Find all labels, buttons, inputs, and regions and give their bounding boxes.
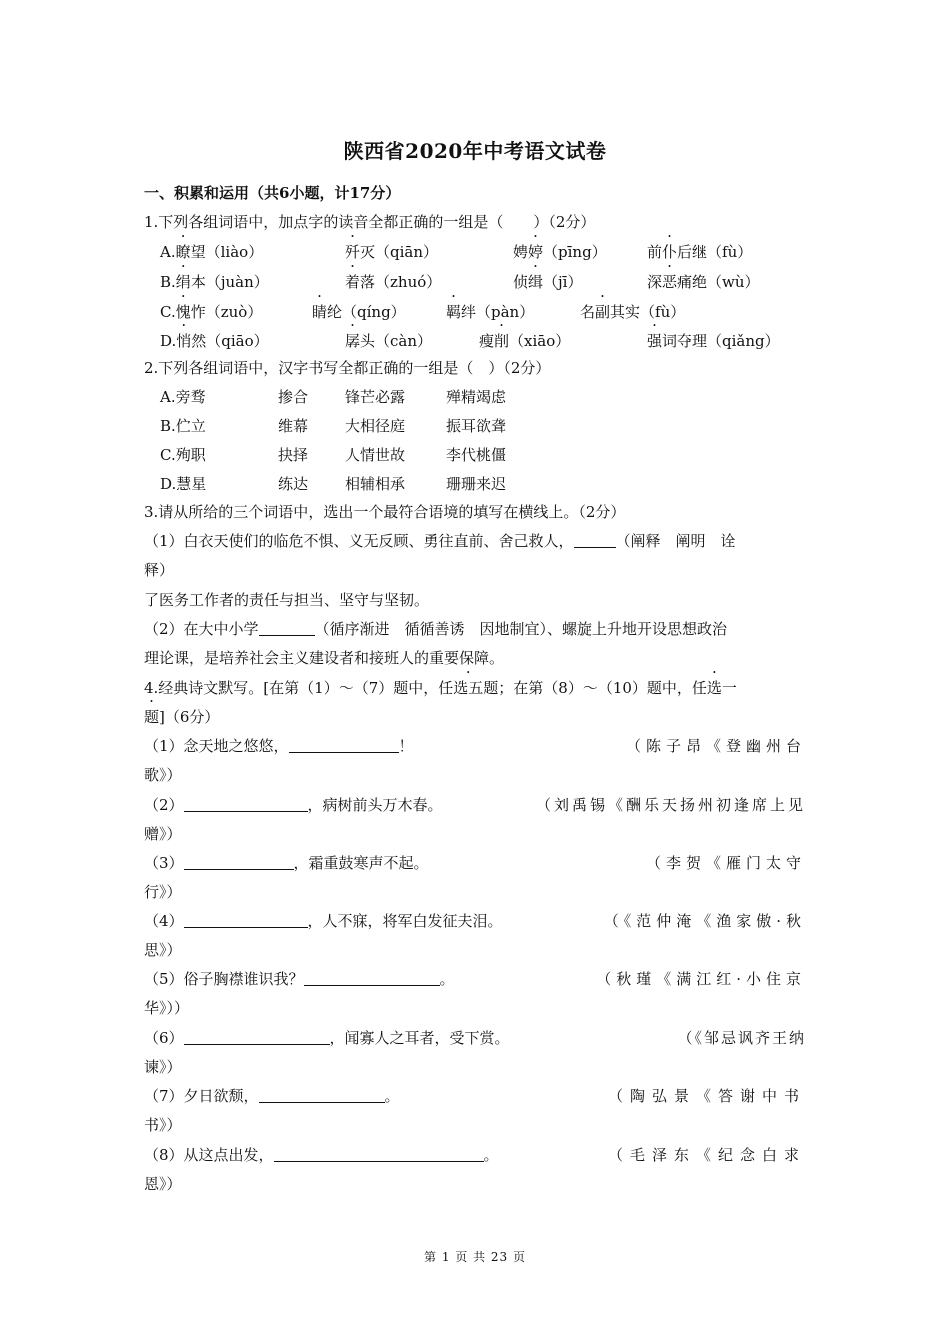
q3-part2-line2: 理论课，是培养社会主义建设者和接班人的重要保障。 [144, 649, 505, 667]
q4-item-7-source-cont: 书》） [144, 1116, 182, 1134]
q3-part1-line1: （1）白衣天使们的临危不惧、义无反顾、勇往直前、舍己救人， （阐释 阐明 诠 [144, 532, 736, 550]
q2-a-3: 锋芒必露 [345, 388, 406, 406]
q1-b-1[interactable]: B.绢本（juàn） [160, 273, 269, 291]
q4-item-4-source-cont: 思》） [144, 941, 182, 959]
q4-blank-2[interactable] [184, 796, 308, 812]
q1-d-4: 强词夺理（qiǎng） [647, 332, 780, 350]
q1-d-2: 孱头（càn） [345, 332, 433, 350]
q2-a-1[interactable]: A.旁骛 [160, 388, 206, 406]
q4-item-6-source-cont: 谏》） [144, 1058, 182, 1076]
q4-item-2-source: （刘禹锡《酬乐天扬州初逢席上见 [535, 796, 806, 814]
q4-item-5-source: （秋瑾《满江红·小住京 [596, 970, 806, 988]
q4-blank-8[interactable] [274, 1146, 484, 1162]
q2-a-4: 殚精竭虑 [446, 388, 507, 406]
q2-b-3: 大相径庭 [345, 417, 406, 435]
q1-d-1[interactable]: D.悄然（qiāo） [160, 332, 269, 350]
q4-item-7-source: （陶弘景《答谢中书 [607, 1087, 806, 1105]
page-title: 陕西省2020年中考语文试卷 [343, 139, 607, 163]
q1-b-3: 侦缉（jī） [513, 273, 583, 291]
q3-stem: 3.请从所给的三个词语中，选出一个最符合语境的填写在横线上。（2分） [144, 503, 626, 521]
q4-blank-7[interactable] [259, 1087, 385, 1103]
q2-c-4: 李代桃僵 [446, 446, 507, 464]
q4-item-8-source-cont: 恩》） [144, 1175, 182, 1193]
q2-c-3: 人情世故 [345, 446, 406, 464]
q4-item-3-source: （李贺《雁门太守 [645, 854, 806, 872]
q4-item-2: （2） ，病树前头万木春。 [144, 796, 443, 814]
q3-part2-line1: （2）在大中小学 （循序渐进 循循善诱 因地制宜）、螺旋上升地开设思想政治 [144, 620, 728, 638]
q1-b-4: 深恶痛绝（wù） [647, 273, 760, 291]
q4-stem: 4.经典诗文默写。[在第（1）～（7）题中，任选五题；在第（8）～（10）题中，任选一 [144, 679, 737, 697]
q4-item-1-source: （陈子昂《登幽州台 [625, 737, 806, 755]
q2-d-4: 珊珊来迟 [446, 475, 507, 493]
q1-c-1[interactable]: C.愧怍（zuò） [160, 303, 263, 321]
q1-a-4: 前仆后继（fù） [647, 243, 753, 261]
q4-item-6: （6） ，闻寡人之耳者，受下赏。 [144, 1029, 510, 1047]
q2-d-2: 练达 [278, 475, 309, 493]
q4-item-6-source: （《邹忌讽齐王纳 [677, 1029, 806, 1047]
q2-b-1[interactable]: B.伫立 [160, 417, 206, 435]
q3-part1-line3: 了医务工作者的责任与担当、坚守与坚韧。 [144, 591, 430, 609]
q4-item-1-source-cont: 歌》） [144, 766, 182, 784]
q4-blank-4[interactable] [184, 912, 308, 928]
q2-stem: 2.下列各组词语中，汉字书写全都正确的一组是（ ）（2分） [144, 359, 551, 377]
q2-d-3: 相辅相承 [345, 475, 406, 493]
q4-item-3: （3） ，霜重鼓寒声不起。 [144, 854, 429, 872]
q2-b-2: 维幕 [278, 417, 309, 435]
q3-blank-1[interactable] [574, 532, 616, 548]
q3-blank-2[interactable] [259, 620, 315, 636]
q4-blank-3[interactable] [184, 854, 294, 870]
q4-item-2-source-cont: 赠》） [144, 825, 182, 843]
section-heading: 一、积累和运用（共6小题，计17分） [144, 184, 401, 202]
q1-stem: 1.下列各组词语中，加点字的读音全都正确的一组是（ ）（2分） [144, 213, 596, 231]
q4-item-4: （4） ，人不寐，将军白发征夫泪。 [144, 912, 503, 930]
q4-item-1: （1）念天地之悠悠， ！ [144, 737, 414, 755]
q1-c-2: 睛纶（qíng） [312, 303, 406, 321]
q4-blank-5[interactable] [304, 970, 440, 986]
q4-item-3-source-cont: 行》） [144, 883, 182, 901]
q4-item-4-source: （《范仲淹《渔家傲·秋 [603, 912, 806, 930]
q4-item-7: （7）夕日欲颓， 。 [144, 1087, 400, 1105]
q4-item-8: （8）从这点出发， 。 [144, 1146, 499, 1164]
q4-item-8-source: （毛泽东《纪念白求 [607, 1146, 806, 1164]
q4-item-5: （5）俗子胸襟谁识我？ 。 [144, 970, 455, 988]
q2-c-2: 抉择 [278, 446, 309, 464]
q1-c-4: 名副其实（fù） [580, 303, 686, 321]
q4-item-5-source-cont: 华》）） [144, 999, 190, 1017]
q4-blank-1[interactable] [289, 737, 399, 753]
q1-d-3: 瘦削（xiāo） [479, 332, 571, 350]
q4-stem-cont: 题]（6分） [144, 708, 220, 726]
q4-blank-6[interactable] [184, 1029, 330, 1045]
q1-a-1[interactable]: A.瞭望（liào） [160, 243, 264, 261]
q1-b-2: 着落（zhuó） [345, 273, 442, 291]
q2-c-1[interactable]: C.殉职 [160, 446, 206, 464]
page-footer: 第 1 页 共 23 页 [424, 1250, 526, 1264]
q3-part1-line2: 释） [144, 561, 175, 579]
q2-b-4: 振耳欲聋 [446, 417, 507, 435]
q1-a-2: 歼灭（qiān） [345, 243, 439, 261]
q1-a-3: 娉婷（pīng） [513, 243, 607, 261]
q2-a-2: 掺合 [278, 388, 309, 406]
q1-c-3: 羁绊（pàn） [446, 303, 535, 321]
q2-d-1[interactable]: D.慧星 [160, 475, 207, 493]
